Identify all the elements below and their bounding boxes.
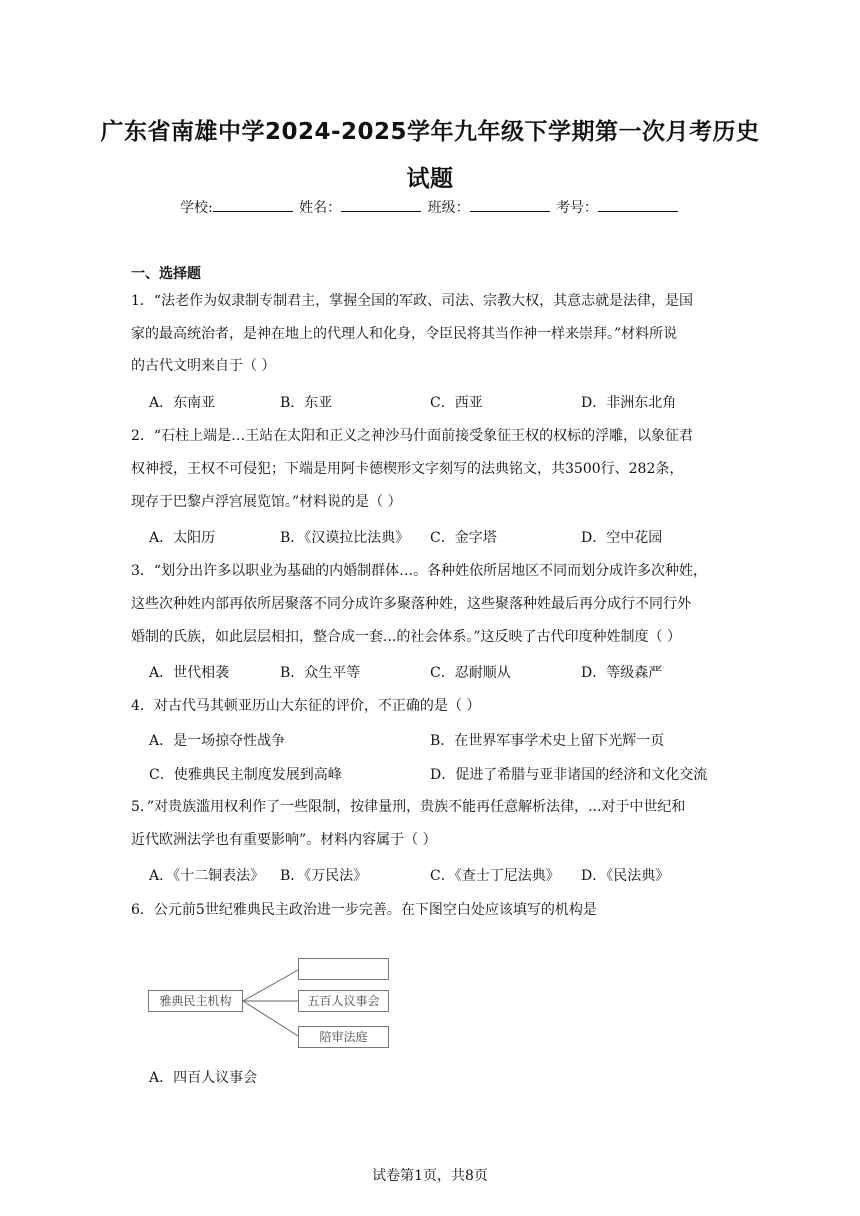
question-3-line: 这些次种姓内部再依所居聚落不同分成许多聚落种姓，这些聚落种姓最后再分成行不同行外	[131, 596, 691, 612]
q5-option-a[interactable]: A．《十二铜表法》	[149, 868, 265, 884]
section-heading: 一、选择题	[131, 266, 201, 282]
q6-option-a[interactable]: A．四百人议事会	[149, 1070, 258, 1086]
question-1-line: 1．“法老作为奴隶制专制君主，掌握全国的军政、司法、宗教大权，其意志就是法律，是国	[131, 293, 694, 309]
q2-option-d[interactable]: D．空中花园	[581, 530, 663, 546]
student-info	[0, 197, 860, 217]
question-5-line: 近代欧洲法学也有重要影响”。材料内容属于（ ）	[131, 832, 437, 848]
page-title: 广东省南雄中学2024-2025学年九年级下学期第一次月考历史	[100, 119, 760, 145]
q1-option-d[interactable]: D．非洲东北角	[581, 395, 677, 411]
page-footer: 试卷第1页，共8页	[372, 1168, 488, 1184]
q3-option-d[interactable]: D．等级森严	[581, 665, 663, 681]
question-3-line: 婚制的氏族，如此层层相扣，整合成一套...的社会体系。”这反映了古代印度种姓制度（ ）	[131, 629, 681, 645]
name-blank[interactable]	[341, 199, 421, 212]
diagram-box-court: 陪审法庭	[298, 1026, 389, 1048]
q4-option-a[interactable]: A．是一场掠夺性战争	[149, 733, 286, 749]
q3-option-a[interactable]: A．世代相袭	[149, 665, 230, 681]
q1-option-a[interactable]: A．东南亚	[149, 395, 216, 411]
q2-option-c[interactable]: C．金字塔	[430, 530, 497, 546]
question-3-line: 3．“划分出许多以职业为基础的内婚制群体…。各种姓依所居地区不同而划分成许多次种姓，	[131, 563, 708, 579]
q4-option-d[interactable]: D．促进了希腊与亚非诸国的经济和文化交流	[430, 767, 708, 783]
q5-option-c[interactable]: C．《查士丁尼法典》	[430, 868, 560, 884]
name-label: 姓名：	[299, 200, 342, 216]
question-2-line: 权神授，王权不可侵犯；下端是用阿卡德楔形文字刻写的法典铭文，共3500行、282条，	[131, 461, 684, 477]
exam-no-blank[interactable]	[598, 199, 678, 212]
q3-option-b[interactable]: B．众生平等	[280, 665, 361, 681]
school-label: 学校:	[179, 200, 213, 216]
diagram-blank-box[interactable]	[298, 958, 389, 980]
q2-option-b[interactable]: B．《汉谟拉比法典》	[280, 530, 410, 546]
q2-option-a[interactable]: A．太阳历	[149, 530, 216, 546]
exam-no-label: 考号：	[556, 200, 599, 216]
q3-option-c[interactable]: C．忍耐顺从	[430, 665, 511, 681]
q1-option-c[interactable]: C．西亚	[430, 395, 483, 411]
question-2-line: 2．“石柱上端是…王站在太阳和正义之神沙马什面前接受象征王权的权标的浮雕，以象征君	[131, 428, 694, 444]
q5-option-d[interactable]: D．《民法典》	[581, 868, 670, 884]
q1-option-b[interactable]: B．东亚	[280, 395, 333, 411]
q4-option-b[interactable]: B．在世界军事学术史上留下光辉一页	[430, 733, 665, 749]
question-2-line: 现存于巴黎卢浮宫展览馆。”材料说的是（ ）	[131, 494, 402, 510]
class-label: 班级：	[427, 200, 470, 216]
page-title-line2: 试题	[406, 166, 454, 192]
question-5-line: 5．”对贵族滥用权利作了一些限制，按律量刑，贵族不能再任意解析法律，...对于中世纪和	[131, 799, 686, 815]
diagram-box-council: 五百人议事会	[298, 990, 389, 1012]
q4-option-c[interactable]: C．使雅典民主制度发展到高峰	[149, 767, 342, 783]
question-1-line: 的古代文明来自于（ ）	[131, 358, 276, 374]
q5-option-b[interactable]: B．《万民法》	[280, 868, 368, 884]
question-6-line: 6．公元前5世纪雅典民主政治进一步完善。在下图空白处应该填写的机构是	[131, 902, 597, 918]
class-blank[interactable]	[470, 199, 550, 212]
question-4-line: 4．对古代马其顿亚历山大东征的评价，不正确的是（ ）	[131, 698, 481, 714]
school-blank[interactable]	[213, 199, 293, 212]
question-1-line: 家的最高统治者，是神在地上的代理人和化身，令臣民将其当作神一样来崇拜。”材料所说	[131, 326, 678, 342]
diagram-root-box: 雅典民主机构	[148, 990, 243, 1012]
athens-institution-diagram	[148, 953, 392, 1049]
